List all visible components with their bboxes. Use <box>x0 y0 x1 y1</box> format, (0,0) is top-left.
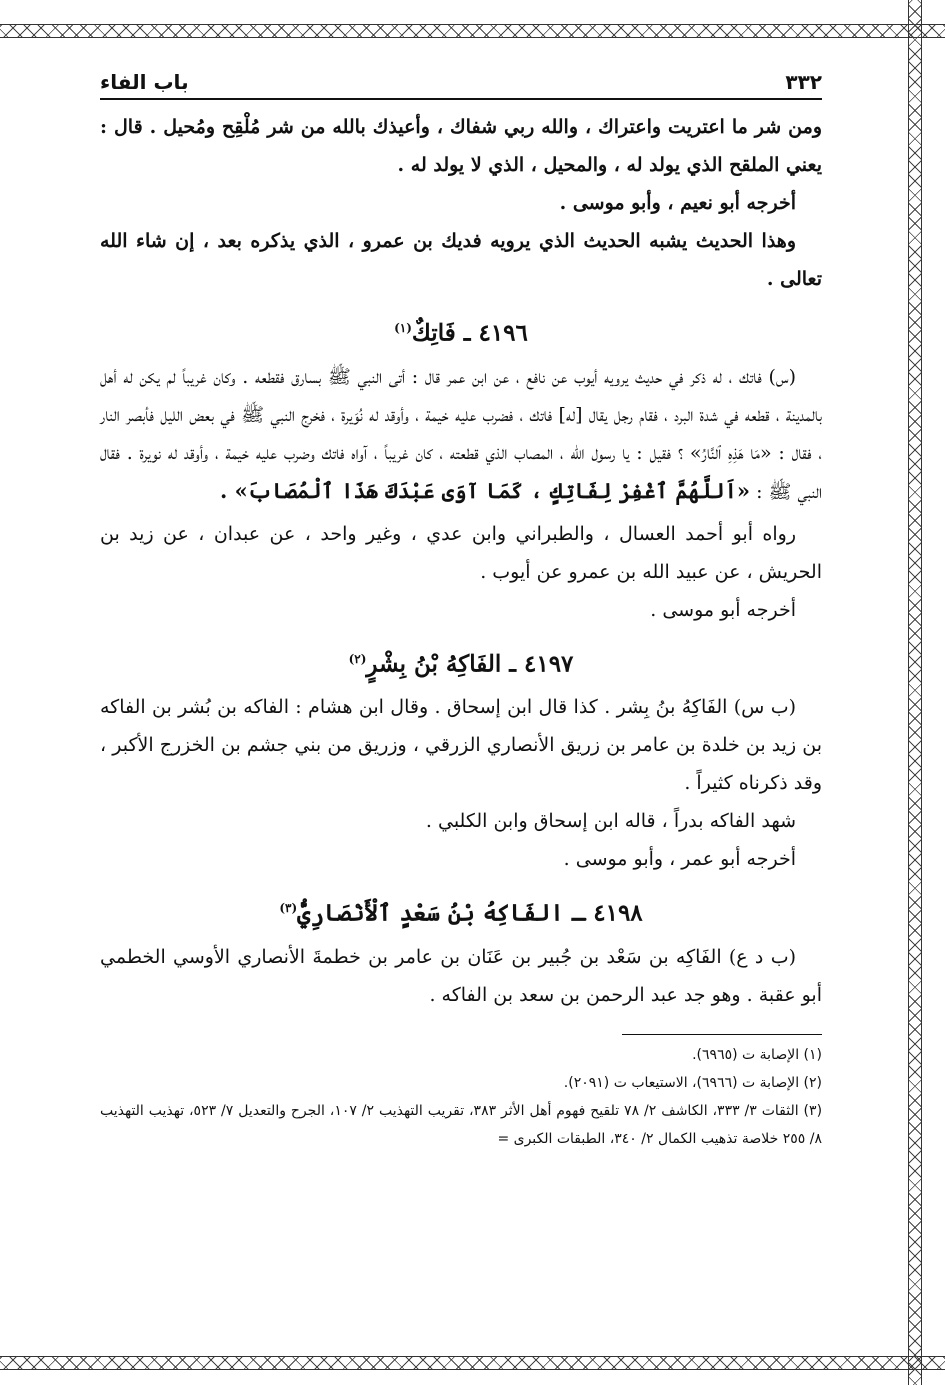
running-title: باب الفاء <box>100 70 189 94</box>
entry-body-4198: (ب د ع) الفَاكِه بن سَعْد بن جُبير بن عَنَان بن عامر بن خطمةَ الأنصاري الأوسي الخطمي أبو عقبة . وهو جد عبد الرحمن بن سعد بن الفاكه . <box>100 945 822 1006</box>
entry-title: ٤١٩٧ ـ الفَاكِهُ بْنُ بِشْرٍ <box>366 650 574 678</box>
footnote-3: (٣) الثقات ٣/ ٣٣٣، الكاشف ٢/ ٧٨ تلقيح فهوم أهل الأثر ٣٨٣، تقريب التهذيب ٢/ ١٠٧، الجرح والتعديل ٧/ ٥٢٣، تهذيب التهذيب ٨/ ٢٥٥ خلاصة تذهيب الكمال ٢/ ٣٤٠، الطبقات الكبرى = <box>100 1102 823 1147</box>
border-right <box>908 0 922 1385</box>
entry-closing-4196: أخرجه أبو موسى . <box>650 598 796 621</box>
footnote-ref: (٢) <box>348 651 367 666</box>
paragraph-attribution: أخرجه أبو نعيم ، وأبو موسى . <box>559 192 796 214</box>
entry-body-4196 <box>100 358 822 511</box>
entry-title: ٤١٩٦ ـ فَاتِكٌ <box>411 319 528 347</box>
entry-narration-4196: رواه أبو أحمد العسال ، والطبراني وابن عدي ، وغير واحد ، عن عبدان ، عن زيد بن الحريش ، عن عبيد الله بن عمرو عن أيوب . <box>100 522 822 583</box>
footnote-ref: (٣) <box>279 901 298 916</box>
page-number: ٣٣٢ <box>785 70 822 94</box>
footnote-2: (٢) الإصابة ت (٦٩٦٦)، الاستيعاب ت (٢٠٩١). <box>563 1074 822 1091</box>
border-bottom <box>0 1356 945 1370</box>
paragraph-continuation: ومن شر ما اعتريت واعتراك ، والله ربي شفاك ، وأعيذك بالله من شر مُلْقِح ومُحيل . قال : يعني الملقح الذي يولد له ، والمحيل ، الذي لا يولد له . <box>100 116 822 176</box>
entry-closing-4197: أخرجه أبو عمر ، وأبو موسى . <box>563 848 796 871</box>
entry-heading-4196 <box>100 308 822 354</box>
footnote-1: (١) الإصابة ت (٦٩٦٥). <box>692 1046 822 1063</box>
page-header <box>100 60 822 100</box>
border-top <box>0 24 945 38</box>
entry-witness-4197: شهد الفاكه بدراً ، قاله ابن إسحاق وابن الكلبي . <box>425 810 796 833</box>
page <box>100 60 822 1153</box>
paragraph-note: وهذا الحديث يشبه الحديث الذي يرويه فديك بن عمرو ، الذي يذكره بعد ، إن شاء الله تعالى . <box>100 230 822 290</box>
quoted-prayer: «اَللَّهُمَّ ٱغْفِرْ لِفَاتِكٍ ، كَمَا آوَى عَبْدَكَ هَذَا ٱلْمُصَابَ» . <box>219 477 751 503</box>
entry-title: ٤١٩٨ ـ الفَاكِهُ بْنُ سَعْدٍ ٱلْأَنْصَارِيُّ <box>297 899 643 927</box>
entry-text: (س) فاتك ، له ذكر في حديث يرويه أيوب عن نافع ، عن ابن عمر قال : أتى النبي ﷺ بسارق فقطعه . وكان غريباً لم يكن له أهل بالمدينة ، قطعه في شدة البرد ، فقام رجل يقال [له] فاتك ، فضرب عليه خيمة ، وأوقد له نُوَيرة ، فخرج النبي ﷺ في بعض الليل فأبصر النار ، فقال : «مَا هَذِهِ ٱلنَّارُ» ؟ فقيل : يا رسول الله ، المصاب الذي قطعته ، كان غريباً ، آواه فاتك وضرب عليه خيمة ، وأوقد له نويرة . فقال النبي ﷺ : <box>100 365 822 503</box>
entry-heading-4197 <box>100 639 822 685</box>
entry-body-4197: (ب س) الفَاكِهُ بنُ بِشر . كذا قال ابن إسحاق . وقال ابن هشام : الفاكه بن بُشر بن الفاكه بن زيد بن خلدة بن عامر بن زريق الأنصاري الزرقي ، وزريق من بني جشم بن الخزرج الأكبر ، وقد ذكرناه كثيراً . <box>100 696 822 795</box>
entry-heading-4198 <box>100 888 822 934</box>
footnote-ref: (١) <box>394 321 412 335</box>
footnote-divider <box>622 1034 822 1035</box>
